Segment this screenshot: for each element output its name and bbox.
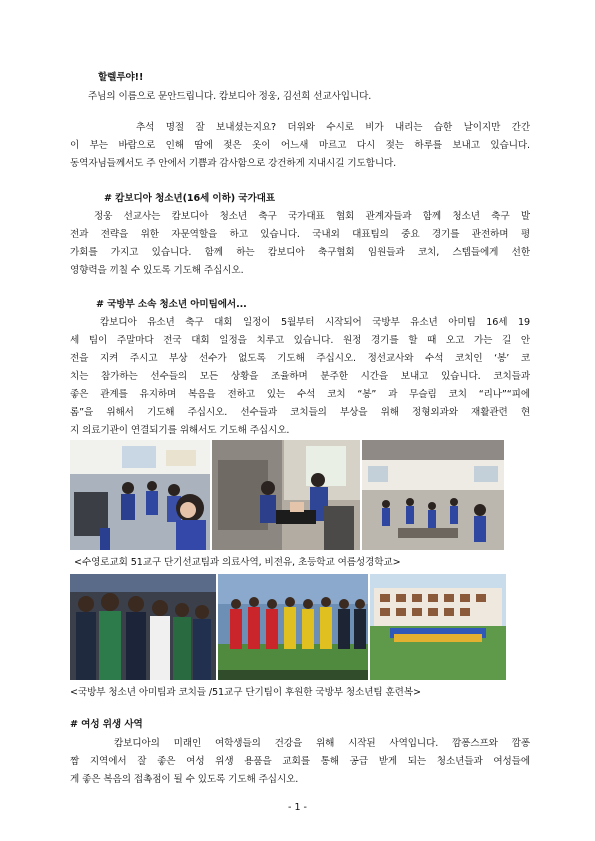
dental-care-icon: [212, 440, 360, 550]
greeting-hallelujah: 할렐루야!!: [98, 72, 144, 83]
section-army-line-3: 전을 지켜 주시고 부상 선수가 없도록 기도해 주십시오. 정선교사와 수석 코치인 ‘봉’ 코: [70, 353, 530, 364]
section-army-line-5: 좋은 관계를 유지하며 복음을 전하고 있는 수석 코치 “봉” 과 무슬림 코치 “리나”“피에: [70, 389, 530, 400]
photo-caption-row-1: <수영로교회 51교구 단기선교팀과 의료사역, 비전유, 초등학교 여름성경학교>: [74, 557, 401, 568]
coaches-icon: [70, 574, 216, 680]
section-army-line-4: 치는 참가하는 선수들의 모든 상황을 조율하며 분주한 시간을 보내고 있습니다. 코치들과: [70, 371, 530, 382]
children-classroom-icon: [70, 440, 210, 550]
chuseok-line-2: 이 부는 바람으로 인해 땀에 젖은 옷이 어느새 마르고 다시 젖는 하루를 보내고 있습니다.: [70, 140, 530, 151]
section-hygiene-line-1: 캄보디아의 미래인 여학생들의 건강을 위해 시작된 사역입니다. 깜퐁스프와 깜퐁: [114, 738, 530, 749]
section-hygiene-line-3: 게 좋은 복음의 접촉점이 될 수 있도록 기도해 주십시오.: [70, 774, 299, 785]
photo-army-coaches: [70, 574, 216, 680]
section-national-line-1: 정웅 선교사는 캄보디아 청소년 축구 국가대표 협회 관계자들과 함께 청소년 축구 발: [94, 211, 530, 222]
section-national-heading: # 캄보디아 청소년(16세 이하) 국가대표: [104, 193, 275, 204]
team-uniform-icon: [218, 574, 368, 680]
section-hygiene-line-2: 짬 지역에서 잘 좋은 여성 위생 용품을 교회를 통해 공급 받게 되는 청소년들과 여성들에: [70, 756, 530, 767]
section-army-line-2: 세 팀이 주말마다 전국 대회 일정을 치루고 있습니다. 원정 경기를 할 때 오고 가는 길 안: [70, 335, 530, 346]
section-national-line-2: 전과 전략을 위한 자문역할을 하고 있습니다. 국내외 대표팀의 중요 경기를 관전하며 평: [70, 229, 530, 240]
section-army-line-7: 지 의료기관이 연결되기를 위해서도 기도해 주십시오.: [70, 425, 290, 436]
photo-school-hall: [362, 440, 504, 550]
chuseok-line-3: 동역자님들께서도 주 안에서 기쁨과 감사함으로 강건하게 지내시길 기도합니다.: [70, 158, 397, 169]
section-national-line-3: 가회를 가지고 있습니다. 함께 하는 캄보디아 축구협회 임원들과 코치, 스텝들에게 선한: [70, 247, 530, 258]
section-army-line-6: 롬”을 위해서 기도해 주십시오. 선수들과 코치들의 부상을 위해 정형외과와 재활관련 현: [70, 407, 530, 418]
team-field-icon: [370, 574, 506, 680]
page-number: - 1 -: [288, 802, 307, 813]
section-army-heading: # 국방부 소속 청소년 아미팀에서...: [96, 299, 247, 310]
photo-medical-ministry: [212, 440, 360, 550]
chuseok-line-1: 추석 명절 잘 보내셨는지요? 더위와 수시로 비가 내리는 습한 날이지만 간간: [136, 122, 530, 133]
greeting-intro: 주님의 이름으로 문안드립니다. 캄보디아 정웅, 김선희 선교사입니다.: [88, 91, 372, 102]
section-hygiene-heading: # 여성 위생 사역: [70, 719, 143, 730]
section-army-line-1: 캄보디아 유소년 축구 대회 일정이 5월부터 시작되어 국방부 유소년 아미팀 16세 19: [100, 317, 530, 328]
school-hall-icon: [362, 440, 504, 550]
photo-vbs-classroom: [70, 440, 210, 550]
section-national-line-4: 영향력을 끼칠 수 있도록 기도해 주십시오.: [70, 265, 244, 276]
photo-army-team-uniform: [218, 574, 368, 680]
photo-caption-row-2: <국방부 청소년 아미팀과 코치들 /51교구 단기팀이 후원한 국방부 청소년팀 훈련복>: [70, 687, 421, 698]
photo-team-field: [370, 574, 506, 680]
